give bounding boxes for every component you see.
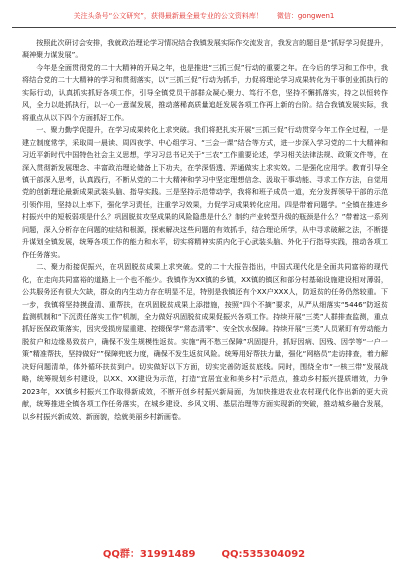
paragraph-section-two: 二、聚力衔接促振兴，在巩固脱贫成果上求突破。党的二十大报告指出，中国式现代化是全面共同富裕的现代化，在走向共同富裕的道路上一个也不能少。我镇作为XX镇的乡镇，XX镇的镇区和部分村基础设施建设相对薄弱，公共服务还有很大欠缺，群众的内生动力存在明显不足，特别是我镇还有个XX户XXX人，防返贫的任务仍然较重。下一步，我镇将坚持摸盘清、重帮扶，在巩固脱贫成果上添措施，按照“四个不摘”要求，从严从细落实“5446”防返贫监测机制和“下沉责任落实工作”机制，全力做好巩固脱贫成果促振兴各项工作。持续开展“三类”人群排查监测，重点抓好医保政策落实，因灾受损房屋重建、控辍保学“常态清零”、安全饮水保障。持续开展“三类”人员紧盯有劳动能力脱贫户和边缘易致贫户，确保不发生规模性返贫。实施“两不愁三保障”巩固提升，抓好因病、因残、因学等“一户一策”精准帮扶，坚持做好“”保障兜底力度，确保不发生返贫风险。统筹用好帮扶力量，强化“网格员”走访排查，着力解决好问题清单，体外循环扶贫到户。切实做好以下方面，切实完善防返贫底线。同时，围绕全市“一核三带”发展战略，统筹规划乡村建设，以XX、XX建设为示范，打造“宜居宜业和美乡村”示范点，推动乡村振兴提质增效，力争2023年，XX镇乡村振兴工作取得新成效，不断开创乡村振兴新局面，为加快推进农业农村现代化作出新的更大贡献，统筹推进全镇各项工作任务落实，在城乡建设、乡风文明、基层治理等方面实现新的突破，推动城乡融合发展，以乡村振兴新成效、新面貌，绘就美丽乡村新画卷。 [22,262,388,421]
paragraph-section-one: 一、聚力勤学促提升，在学习成果转化上求突破。我们将把扎实开展“三抓三促”行动贯穿今年工作全过程，一是建立制度常学，采取周一晨读、周四夜学、中心组学习、“三会一课”结合等方式，进一步深入学习党的二十大精神和习近平新时代中国特色社会主义思想，学习习总书记关于“三农”工作重要论述，学习相关法律法规、政策文件等，在深入贯彻新发展理念、丰富政治理论储备上下功夫，在学深悟透、弄通做实上求实效。二是强化应用学。教育引导全镇干部深入思考，认真践行，不断从党的二十大精神和学习中坚定理想信念、汲取干事动能、寻求工作方法，自觉用党的创新理论最新成果武装头脑、指导实践。三是坚持示范带动学，我将和班子成员一道，充分发挥领导干部的示范引领作用，坚持以上率下，强化学习责任，注重学习效果，力促学习成果转化应用。四是带着问题学。“全镇在推进乡村振兴中的短板弱项是什么？巩固脱贫攻坚成果的风险隐患是什么？制约产业转型升级的瓶颈是什么？”带着这一系列问题，深入分析存在问题的症结和根源，探索解决这些问题的有效抓手，结合理论所学，从中寻求破解之法，不断提升谋划全镇发展，统筹各项工作的能力和水平，切实将精神实质内化于心武装头脑、外化于行指导实践，推动各项工作任务落实。 [22,125,388,259]
paragraph-intro: 按照此次研讨会安排，我就政治理论学习情况结合我镇发展实际作交流发言，我发言的题目是“抓好学习促提升，凝神聚力谋发展”。 [22,38,388,60]
header-wechat-text: 微信：gongwen1 [276,12,335,20]
footer-qq: QQ:535304092 [221,549,306,560]
page-footer [0,548,408,562]
header-promo-text: 关注头条号“公文研究”，获得最新最全最专业的公文资料库！ [73,12,263,20]
page-header [12,10,396,22]
footer-qq-group: QQ群：31991489 [102,549,196,560]
header-divider [12,27,396,28]
paragraph-overview: 今年是全面贯彻党的二十大精神的开局之年，也是推进“三抓三促”行动的重要之年。在今后的学习和工作中，我将结合党的二十大精神的学习和贯彻落实，以“三抓三促”行动为抓手，力促将理论学习成果转化为干事创业抓执行的实际行动，认真抓实抓好各项工作，引导全镇党员干部群众凝心聚力、笃行不怠，坚持不懈抓落实，持之以恒转作风，全力以赴抓执行，以一心一意谋发展，推动落稀高质量追赶发展各项工作再上新的台阶。结合我镇发展实际，我将重点从以下四个方面抓好工作。 [22,62,388,122]
document-body [22,37,388,423]
